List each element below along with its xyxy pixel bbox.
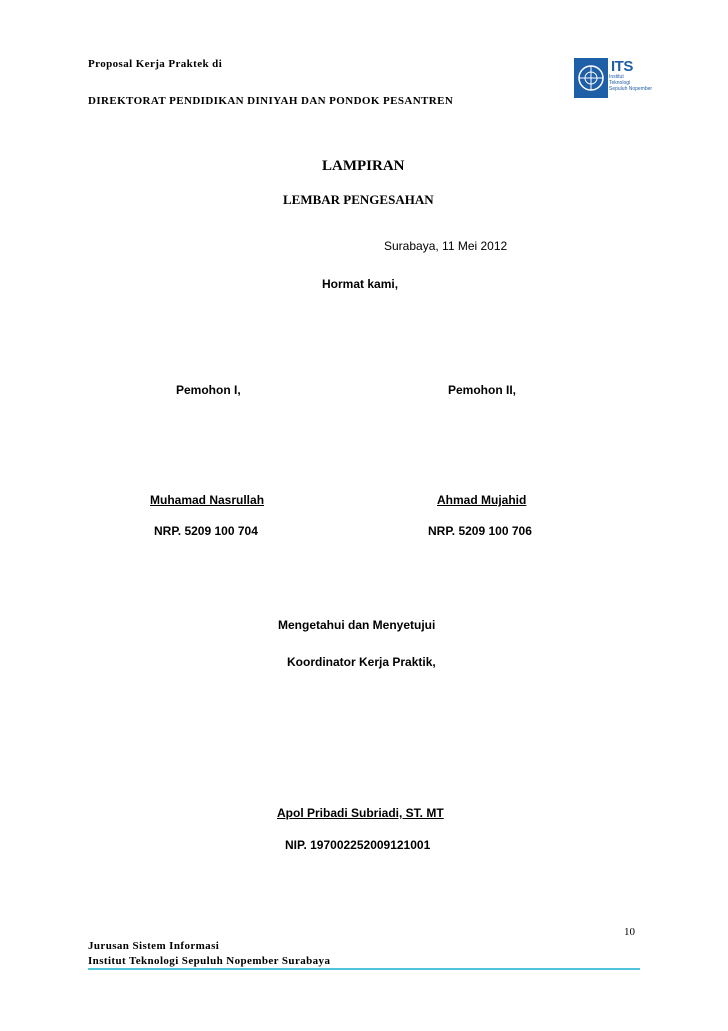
page-subtitle: LEMBAR PENGESAHAN <box>283 192 434 207</box>
coordinator-name: Apol Pribadi Subriadi, ST. MT <box>277 806 444 820</box>
applicant2-id: NRP. 5209 100 706 <box>428 524 532 538</box>
page-title: LAMPIRAN <box>322 158 405 174</box>
coordinator-id: NIP. 197002252009121001 <box>285 838 431 852</box>
applicant1-role: Pemohon I, <box>176 383 241 397</box>
applicant1-name: Muhamad Nasrullah <box>150 493 265 507</box>
applicant2-name: Ahmad Mujahid <box>437 493 527 507</box>
coordinator-role: Koordinator Kerja Praktik, <box>287 655 436 669</box>
its-wordmark: ITS <box>611 58 633 75</box>
applicant2-role: Pemohon II, <box>448 383 517 397</box>
its-logo-caption <box>609 74 652 92</box>
applicant1-id: NRP. 5209 100 704 <box>154 524 258 538</box>
header-directorate-line: DIREKTORAT PENDIDIKAN DINIYAH DAN PONDOK PESANTREN <box>88 95 454 107</box>
header-proposal-line: Proposal Kerja Praktek di <box>88 58 223 70</box>
its-logo-caption-line: Teknologi <box>609 80 631 86</box>
footer-institute: Institut Teknologi Sepuluh Nopember Surabaya <box>88 955 331 967</box>
its-logo-caption-line: Sepuluh Nopember <box>609 86 653 92</box>
footer-rule <box>88 968 640 970</box>
place-date: Surabaya, 11 Mei 2012 <box>384 239 508 253</box>
page-number: 10 <box>624 926 635 938</box>
its-logo-caption-line: Institut <box>609 74 624 80</box>
greeting: Hormat kami, <box>322 277 399 291</box>
approval-label: Mengetahui dan Menyetujui <box>278 618 436 632</box>
footer-department: Jurusan Sistem Informasi <box>88 940 220 952</box>
